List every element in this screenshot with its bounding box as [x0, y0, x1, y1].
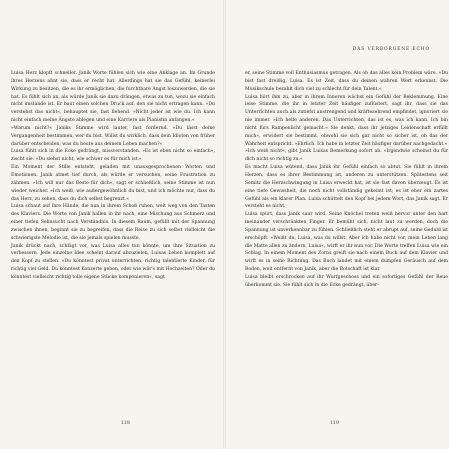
paragraph: Luisa hört ihm zu, aber in ihrem Inneren wächst ein Gefühl der Beklemmung. Eine leise Stimme, die ihr in letzter Zeit häufiger zuflüstert, sagt ihr, dass sie das Unterrichten auch als zutiefst anstrengend und kräftezehrend empfindet, ignoriert sie nie immer. »Ich helfe anderen. Das Unterrichten, das ist es, was ich kann. Ich bin nicht fürs Rampenlicht gemacht.« Sie denkt, dass ihr jetziges Leidenschaft erfüllt mich«, erwidert sie bestimmt, obwohl sie sich gar nicht so sicher ist, ob das der Wahrheit entspricht. »Ehrlich. Ich habe in letzter Zeit häufiger darüber nachgedacht.« — [245, 94, 448, 147]
left-page-text — [11, 70, 215, 282]
paragraph: Luisa schaut auf ihre Hände, die nun in ihrem Schoß ruhen, weit weg von den Tasten des Klaviers. Die Worte von Janik hallen in ihr nach, eine Mischung aus Schmerz und einer tiefen Sehnsucht nach Verständnis. In diesem Raum, gefüllt mit der Spannung zwischen ihnen, beginnt sie zu begreifen, dass die Reise zu sich selbst vielleicht die schwierigste Melodie ist, die sie jemals spielen musste. — [11, 204, 215, 241]
left-page — [0, 0, 223, 449]
right-page — [226, 0, 449, 449]
paragraph: Luisa fühlt sich in die Ecke gedrängt, missverstanden. »Es ist eben nicht so einfach«, zischt sie. »Du siehst nicht, wie schwer es für mich ist.« — [11, 149, 215, 163]
paragraph: er, seine Stimme voll Enthusiasmus getragen. Als ob das alles kein Problem wäre. »Du bist fast dreißig, Luisa. Es ist Zeit, dass du deinen wahren Wert erkennst. Die Musikschule bezahlt dich viel zu schlecht für dein Talent.« — [245, 71, 448, 92]
paragraph: Luisa bleibt erschrocken auf ihr Wurfgeschoss und ein sofortiges Gefühl der Reue überkommt sie. Sie fühlt sich in die Ecke gedrängt, über- — [245, 274, 448, 288]
page-number: 119 — [330, 421, 339, 426]
running-head: DAS VERBORGENE ECHO — [352, 47, 430, 52]
paragraph: »Ich weiß nicht«, gibt Janik Luisas Bemerkung sofort ab. »Irgendwie scheinst du für dich nicht so richtig zu.« — [245, 149, 448, 163]
paragraph: Luisa spürt, dass Janik saur wird. Seine Knöchel treten weiß hervor unter den hart ineinander verschränkten Finger. Er bemüht sich, nicht laut zu werden, doch die Spannung ist unverkennbar zu fühlen. Schließlich steht er abrupt auf, seine Geduld ist erschöpft. »Weißt du, Luisa, was du willst. Aber ich habe nicht vor, mein Leben lang die Matte allen zu ändern, Luisa«, wirft er ihr nun vor. Die Worte treffen Luisa wie ein Schlag. In einem Moment des Zorns greift sie nach einem Buch auf dem Klavier und wirft es in seine Richtung. Das Buch landet mit einem dumpfen Geräusch auf dem Boden, weit entfernt von Janik, aber die Botschaft ist klar. — [245, 212, 448, 273]
paragraph: Ein Moment der Stille entsteht, geladen mit unausgesprochenen Worten und Emotionen. Janik atmet tief durch, als würde er versuchen, seine Frustration zu zähmen. »Ich will nur das Beste für dich«, sagt er schließlich, seine Stimme ist nun wieder weicher. »Ich weiß, wie außergewöhnlich du bist, und ich möchte nur, dass du das Herz, zu sehen, dass du dich selbst begrenzt.« — [11, 165, 215, 202]
paragraph: »Warum nicht?« Janiks Stimme wird lauter, fast fordernd. »Du lässt deine Vergangenheit bestimmen, wer du bist. Willst du wirklich, dass dein Idioten von früher darüber entscheiden, was du heute aus deinem Leben machen?« — [11, 125, 215, 147]
paragraph: Janik drückt nach, schlägt vor, was Luisa alles tun könnte, um ihre Situation zu verbessern. Jede einzelne Idee scheint darauf abzuzielen, Luisas Leben komplett auf den Kopf zu stellen. »Du könntest privat unterrichten, richtig talentierte Kinder, für richtig viel Geld. Du könntest Konzerte geben, oder wie wär's mit Hochzeiten? Oder du könntest vielleicht richtig tolle eigene Stücke komponieren«, sagt — [11, 243, 215, 280]
paragraph: Es macht Luisa wütend, dass Janik ihr Gefühl einfach so abtut. Sie fühlt in ihrem Herzen, dass es ihrer Bestimmung ist, anderen zu unterstützen. Spätestens seit Semitz die Herzschwingung in Luisa erweckt hat, ist sie fast davon überzeugt. Es ist eine tiefe Gewissheit, die noch nicht vollständig gekeimt ist; es ist eher ein zartes Gefühl als ein klarer Plan. Luisa schüttelt den Kopf bei jedem Wort, das Janik sagt. Er versteht es nicht. — [245, 165, 448, 210]
paragraph: Luisa Herz klopft schneller. Janik Worte fühlen sich wie eine Anklage an. Im Grunde ihres Herzens ahnt sie, dass er recht hat. Allerdings hat sie das Gefühl, keinerlei Wirkung zu besitzen, die es ihr ermöglichen, die furchtbare Angst loszuwerden, die sie hat. Es fühlt sich an, als würde Janik sie dazu drängen, etwas zu tun, wozu sie einfach nicht imstande ist. Er baut einen solchen Druck auf, den sie nicht ertragen kann. »Du verstehst das nicht«, behauptet sie, fast flehend. »Nicht jeder ist wie du. Ich kann nicht einfach meine Ängste ablegen und eine Karriere als Pianistin anfangen.« — [11, 71, 215, 124]
right-page-text — [245, 70, 448, 290]
page-number: 118 — [121, 421, 130, 426]
